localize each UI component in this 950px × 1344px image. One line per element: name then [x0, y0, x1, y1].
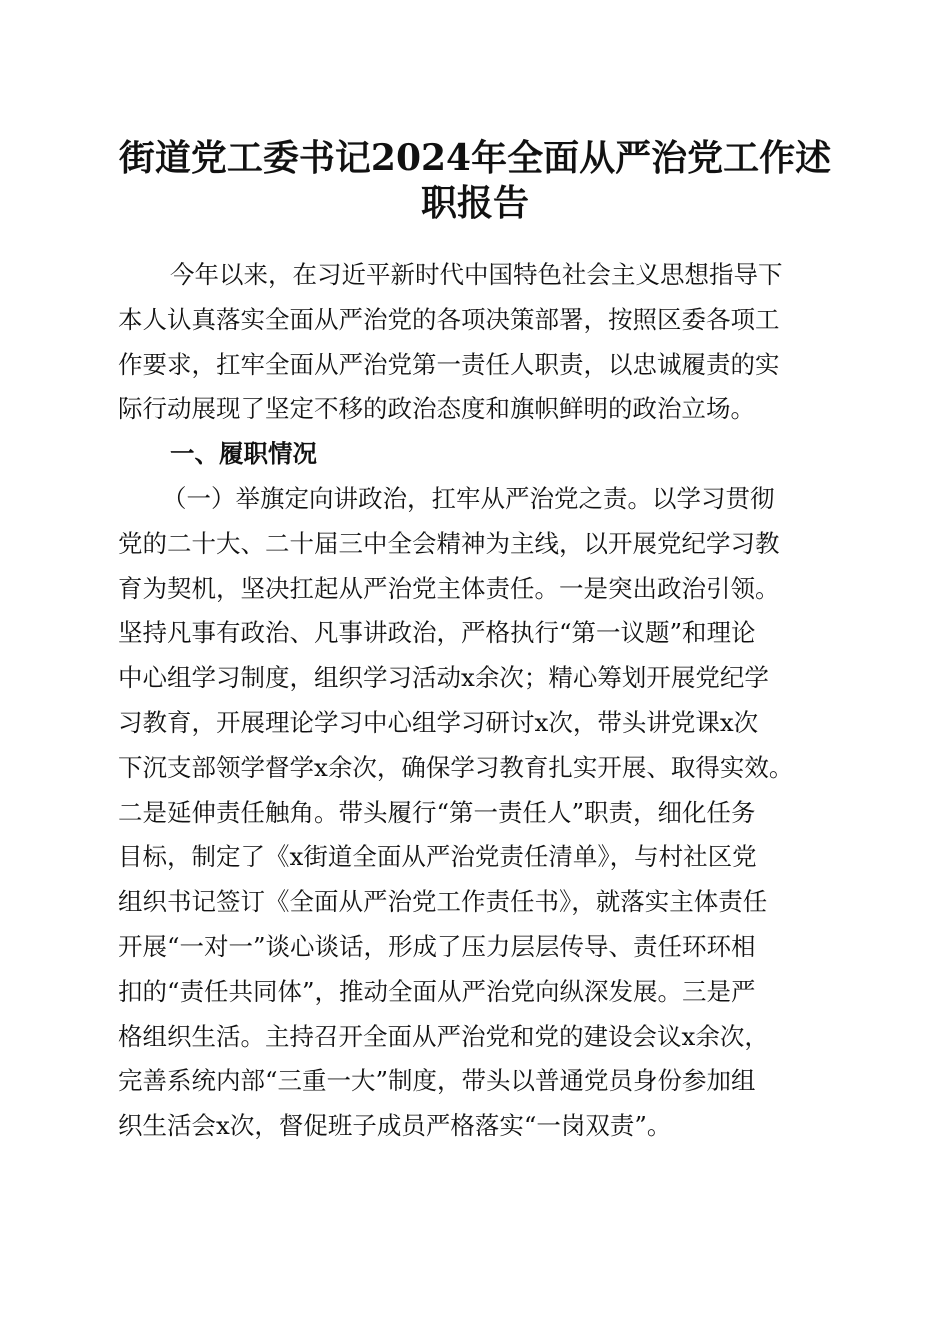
intro-line: 本人认真落实全面从严治党的各项决策部署，按照区委各项工	[118, 304, 780, 334]
paragraph-line: 中心组学习制度，组织学习活动x余次；精心筹划开展党纪学	[118, 663, 769, 693]
section-heading: 一、履职情况	[170, 439, 317, 469]
paragraph-line: 党的二十大、二十届三中全会精神为主线，以开展党纪学习教	[118, 528, 780, 558]
paragraph-line: 二是延伸责任触角。带头履行“第一责任人”职责，细化任务	[118, 797, 756, 827]
paragraph-line: 格组织生活。主持召开全面从严治党和党的建设会议x余次，	[118, 1021, 769, 1051]
title-line-1: 街道党工委书记2024年全面从严治党工作述	[118, 137, 832, 179]
title-line-2: 职报告	[420, 181, 529, 224]
paragraph-line: 扣的“责任共同体”，推动全面从严治党向纵深发展。三是严	[118, 976, 756, 1006]
paragraph-line: 开展“一对一”谈心谈话，形成了压力层层传导、责任环环相	[118, 931, 756, 961]
intro-line: 作要求，扛牢全面从严治党第一责任人职责，以忠诚履责的实	[118, 349, 780, 379]
intro-line: 今年以来，在习近平新时代中国特色社会主义思想指导下	[170, 260, 783, 289]
paragraph-line: 下沉支部领学督学x余次，确保学习教育扎实开展、取得实效。	[118, 752, 794, 782]
paragraph-line: 习教育，开展理论学习中心组学习研讨x次，带头讲党课x次	[118, 707, 759, 737]
paragraph-line: 育为契机，坚决扛起从严治党主体责任。一是突出政治引领。	[118, 573, 780, 603]
document-body	[118, 253, 848, 1149]
paragraph-line: 目标，制定了《x街道全面从严治党责任清单》，与村社区党	[118, 842, 757, 872]
intro-paragraph	[118, 253, 848, 432]
paragraph-line: 组织书记签订《全面从严治党工作责任书》，就落实主体责任	[118, 887, 768, 917]
section1-paragraph	[118, 477, 848, 1149]
document-title	[100, 136, 850, 226]
paragraph-line: （一）举旗定向讲政治，扛牢从严治党之责。以学习贯彻	[162, 483, 775, 513]
paragraph-line: 完善系统内部“三重一大”制度，带头以普通党员身份参加组	[118, 1066, 756, 1096]
paragraph-line: 织生活会x次，督促班子成员严格落实“一岗双责”。	[118, 1111, 672, 1141]
intro-line: 际行动展现了坚定不移的政治态度和旗帜鲜明的政治立场。	[118, 394, 755, 424]
paragraph-line: 坚持凡事有政治、凡事讲政治，严格执行“第一议题”和理论	[118, 618, 756, 648]
